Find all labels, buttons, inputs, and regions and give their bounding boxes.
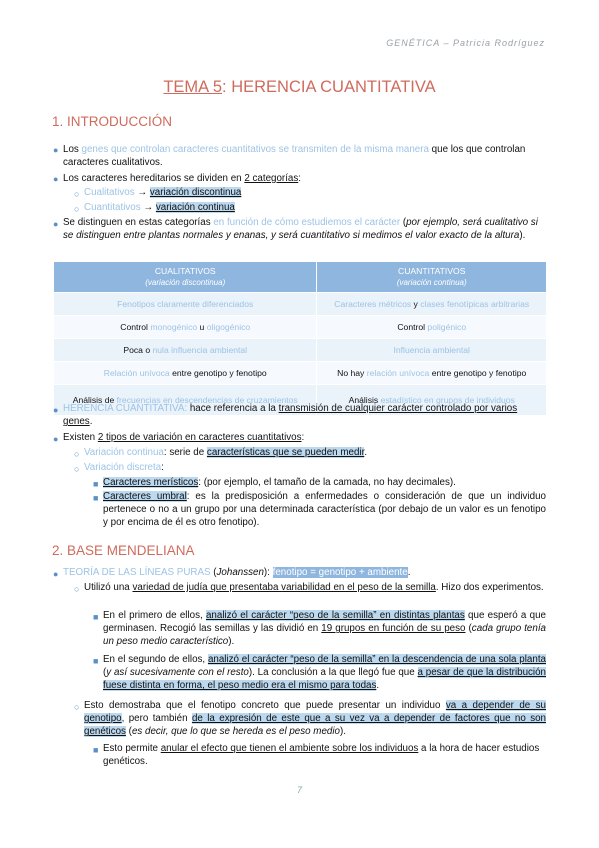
intro-sub-2: Cuantitativos → variación continua	[84, 202, 235, 213]
table-cell: Relación unívoca entre genotipo y fenotipo	[54, 362, 317, 385]
sub-bullet-dot: ○	[74, 204, 80, 214]
intro-bullet-1: Los genes que controlan caracteres cuantitativos se transmiten de la misma manera que los que controlan caracteres cualitativos.	[63, 144, 526, 169]
page-number: 7	[296, 785, 302, 795]
header-cualitativos: CUALITATIVOS (variación discontinua)	[54, 262, 317, 293]
square-bullet: ■	[93, 493, 99, 503]
bullet-dot: ●	[53, 434, 59, 444]
variacion-continua: Variación continua: serie de características que se pueden medir.	[84, 447, 368, 458]
table-cell: Control monogénico u oligogénico	[54, 316, 317, 339]
teoria-lineas-puras: TEORÍA DE LAS LÍNEAS PURAS (Johanssen): fenotipo = genotipo + ambiente.	[63, 567, 411, 578]
table-cell: No hay relación unívoca entre genotipo y fenotipo	[317, 362, 547, 385]
sub-bullet-dot: ○	[74, 584, 80, 594]
sub-bullet-dot: ○	[74, 189, 80, 199]
square-bullet: ■	[93, 612, 99, 622]
experimento-2: En el segundo de ellos, analizó el carácter “peso de la semilla” en la descendencia de una sola planta (y así sucesivamente con el resto). La conclusión a la que llegó fue que a pesar de que la distribución fuese distinta en forma, el peso medio era el mismo para todas.	[103, 654, 546, 692]
table-header-row	[54, 262, 547, 293]
intro-bullet-3: Se distinguen en estas categorías en función de cómo estudiemos el carácter (por ejemplo, será cualitativo si se distinguen entre plantas normales y enanas, y será cuantitativo si medimos el valor exacto de la altura).	[63, 217, 538, 242]
table-cell: Poca o nula influencia ambiental	[54, 339, 317, 362]
header-cuantitativos: CUANTITATIVOS (variación continua)	[317, 262, 547, 293]
bullet-dot: ●	[53, 174, 59, 184]
bullet-dot: ●	[53, 405, 59, 415]
section-1-heading: 1. INTRODUCCIÓN	[52, 114, 173, 129]
tipos-variacion: Existen 2 tipos de variación en caracteres cuantitativos:	[63, 432, 305, 443]
intro-sub-1: Cualitativos → variación discontinua	[84, 187, 242, 198]
sub-bullet-dot: ○	[74, 702, 80, 712]
table-row	[54, 339, 547, 362]
section-2-heading: 2. BASE MENDELIANA	[52, 543, 195, 558]
title-colon: :	[222, 78, 227, 96]
table-cell: Fenotipos claramente diferenciados	[54, 293, 317, 316]
judia-experimentos: Utilizó una variedad de judía que presentaba variabilidad en el peso de la semilla. Hizo dos experimentos.	[84, 582, 544, 593]
table-cell: Influencia ambiental	[317, 339, 547, 362]
table-cell: Análisis estadístico en grupos de individuos	[317, 385, 547, 416]
square-bullet: ■	[93, 479, 99, 489]
title-tema: TEMA 5	[163, 78, 223, 96]
table-cell: Análisis de frecuencias en descendencias de cruzamientos	[54, 385, 317, 416]
caracteres-meristicos: Caracteres merísticos: (por ejemplo, el tamaño de la camada, no hay decimales).	[103, 477, 456, 488]
table-row	[54, 316, 547, 339]
anular-efecto: Esto permite anular el efecto que tienen el ambiente sobre los individuos a la hora de hacer estudios genéticos.	[103, 743, 540, 768]
running-header: GENÉTICA – Patricia Rodríguez	[386, 38, 545, 48]
table-row	[54, 293, 547, 316]
conclusion-fenotipo: Esto demostraba que el fenotipo concreto que puede presentar un individuo va a depender de su genotipo, pero también de la expresión de este que a su vez va a depender de factores que no son genéticos (es decir, que lo que se hereda es el peso medio).	[84, 700, 546, 738]
experimento-1: En el primero de ellos, analizó el carácter “peso de la semilla” en distintas plantas que esperó a que germinasen. Recogió las semillas y las dividió en 19 grupos en función de su peso (cada grupo tenía un peso medio característico).	[103, 610, 546, 648]
square-bullet: ■	[93, 745, 99, 755]
square-bullet: ■	[93, 656, 99, 666]
table-cell: Control poligénico	[317, 316, 547, 339]
bullet-dot: ●	[53, 569, 59, 579]
caracteres-umbral: Caracteres umbral: es la predisposición a enfermedades o consideración de que un individuo pertenece o no a un grupo por una determinada característica (por debajo de un valor es un fenotipo y por encima de él es otro fenotipo).	[103, 491, 546, 529]
title-rest: HERENCIA CUANTITATIVA	[226, 78, 436, 96]
sub-bullet-dot: ○	[74, 464, 80, 474]
sub-bullet-dot: ○	[74, 449, 80, 459]
table-cell: Caracteres métricos y clases fenotípicas arbitrarias	[317, 293, 547, 316]
bullet-dot: ●	[53, 219, 59, 229]
variacion-discreta: Variación discreta:	[84, 462, 164, 473]
intro-bullet-2: Los caracteres hereditarios se dividen en 2 categorías:	[63, 173, 301, 184]
herencia-definition: HERENCIA CUANTITATIVA: hace referencia a la transmisión de cualquier carácter controlado por varios genes.	[63, 403, 518, 428]
comparison-table	[53, 261, 547, 416]
table-row	[54, 362, 547, 385]
page-title	[0, 78, 599, 97]
bullet-dot: ●	[53, 145, 59, 155]
